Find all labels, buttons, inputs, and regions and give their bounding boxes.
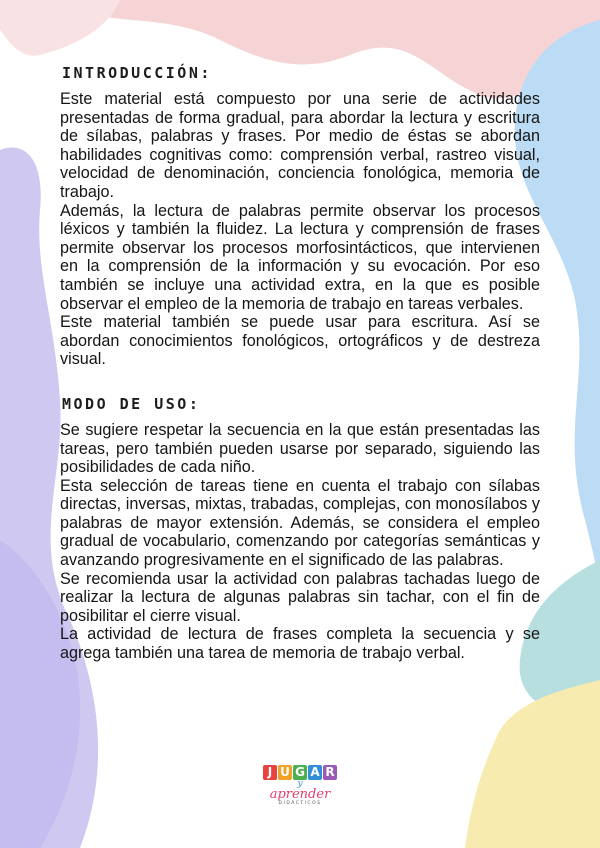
intro-paragraph-2: Además, la lectura de palabras permite observar los procesos léxicos y también la fluidez. La lectura y comprensión de frases permite observar los procesos morfosintácticos, que intervienen en la comprensión de la información y su evocación. Por eso también se incluye una actividad extra, en la que es posible observar el empleo de la memoria de trabajo en tareas verbales. [60, 201, 540, 313]
logo-didacticos: DIDÁCTICOS [278, 801, 322, 806]
usage-section [60, 395, 540, 663]
usage-paragraph-2: Esta selección de tareas tiene en cuenta el trabajo con sílabas directas, inversas, mixtas, trabadas, complejas, con monosílabos y palabras de mayor extensión. Además, se considera el empleo gradual de vocabulario, comenzando por categorías semánticas y avanzando progresivamente en el significado de las palabras. [60, 476, 540, 570]
logo-y: y [297, 779, 303, 789]
usage-paragraph-1: Se sugiere respetar la secuencia en la que están presentadas las tareas, pero también pueden usarse por separado, siguiendo las posibilidades de cada niño. [60, 420, 540, 477]
logo-letter: R [323, 765, 337, 780]
usage-paragraph-3: Se recomienda usar la actividad con palabras tachadas luego de realizar la lectura de algunas palabras sin tachar, con el fin de posibilitar el cierre visual. [60, 569, 540, 625]
usage-paragraph-4: La actividad de lectura de frases completa la secuencia y se agrega también una tarea de memoria de trabajo verbal. [60, 625, 540, 663]
logo-aprender: aprender [269, 787, 331, 802]
usage-heading: MODO DE USO: [62, 394, 201, 413]
pink-blob-top-left [0, 0, 120, 56]
logo-letter: G [293, 765, 307, 780]
logo-letter: U [278, 765, 292, 780]
text-content [60, 64, 540, 663]
intro-paragraph-3: Este material también se puede usar para escritura. Así se abordan conocimientos fonológicos, ortográficos y de destreza visual. [60, 313, 540, 369]
intro-heading: INTRODUCCIÓN: [62, 64, 212, 82]
intro-paragraph-1: Este material está compuesto por una serie de actividades presentadas de forma gradual, para abordar la lectura y escritura de sílabas, palabras y frases. Por medio de éstas se abordan habilidades cognitivas como: comprensión verbal, rastreo visual, velocidad de denominación, conciencia fonológica, memoria de trabajo. [60, 90, 540, 201]
yellow-blob [465, 680, 600, 848]
logo-letter: J [263, 765, 277, 780]
jugar-y-aprender-logo [258, 765, 342, 815]
logo-letters [258, 765, 342, 780]
logo-letter: A [308, 765, 322, 780]
